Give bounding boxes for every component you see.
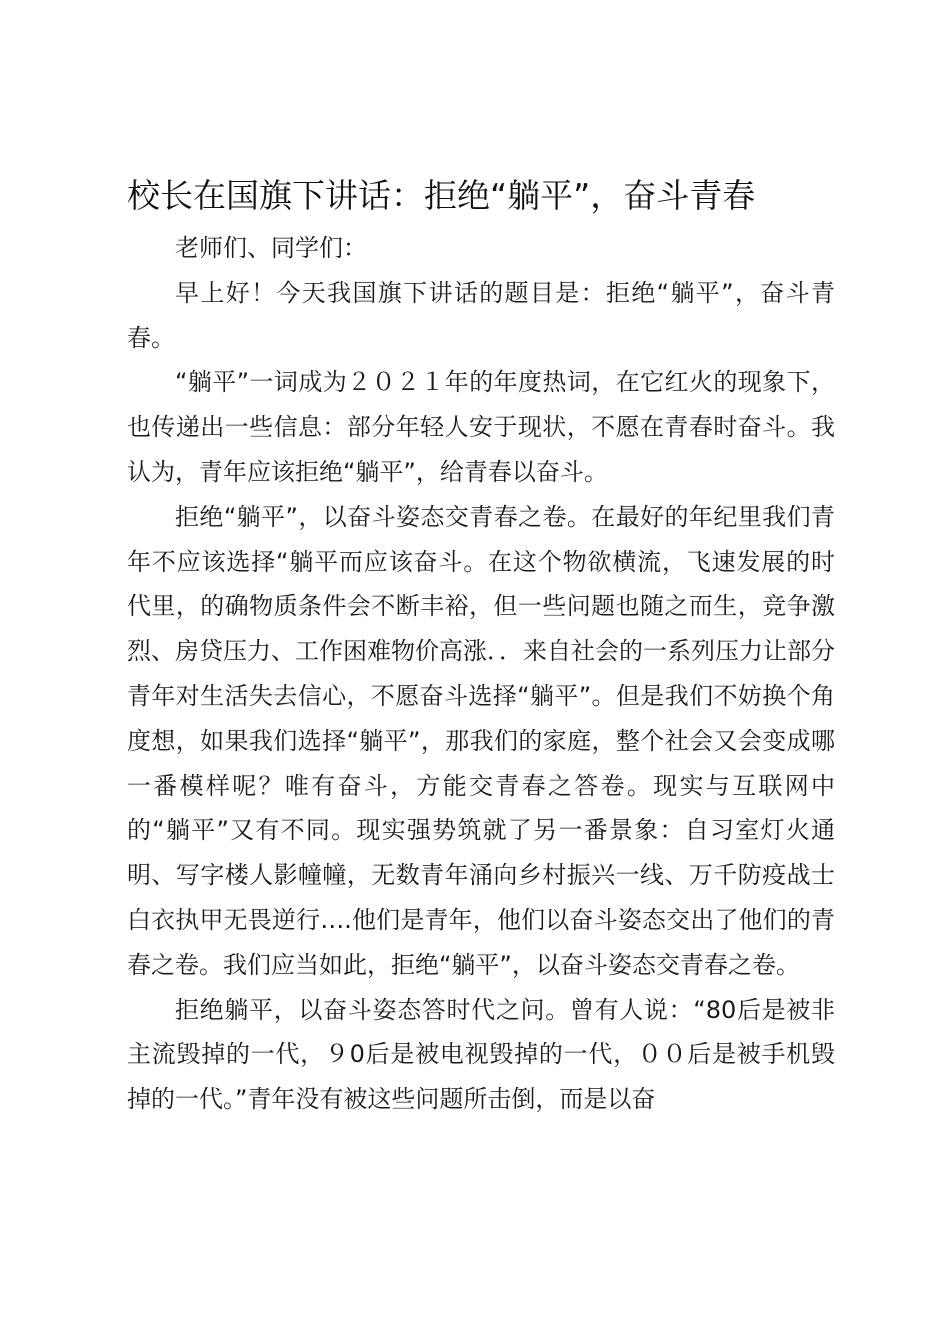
document-body (127, 226, 835, 1122)
document-title: 校长在国旗下讲话：拒绝“躺平”，奋斗青春 (127, 176, 756, 215)
body-paragraph: 拒绝躺平，以奋斗姿态答时代之问。曾有人说：“80后是被非主流毁掉的一代，９0后是被电视毁掉的一代，００后是被手机毁掉的一代。”青年没有被这些问题所击倒，而是以奋 (127, 995, 835, 1114)
body-paragraph: 拒绝“躺平”，以奋斗姿态交青春之卷。在最好的年纪里我们青年不应该选择“躺平而应该奋斗。在这个物欲横流，飞速发展的时代里，的确物质条件会不断丰裕，但一些问题也随之而生，竞争激烈、房贷压力、工作困难物价高涨．．来自社会的一系列压力让部分青年对生活失去信心，不愿奋斗选择“躺平”。但是我们不妨换个角度想，如果我们选择“躺平”，那我们的家庭，整个社会又会变成哪一番模样呢？唯有奋斗，方能交青春之答卷。现实与互联网中的“躺平”又有不同。现实强势筑就了另一番景象：自习室灯火通明、写字楼人影幢幢，无数青年涌向乡村振兴一线、万千防疫战士白衣执甲无畏逆行….他们是青年，他们以奋斗姿态交出了他们的青春之卷。我们应当如此，拒绝“躺平”，以奋斗姿态交青春之卷。 (127, 502, 835, 979)
opening-paragraph: 早上好！今天我国旗下讲话的题目是：拒绝“躺平”，奋斗青春。 (127, 278, 835, 352)
greeting-paragraph: 老师们、同学们： (175, 234, 367, 262)
body-paragraph: “躺平”一词成为２０２１年的年度热词，在它红火的现象下，也传递出一些信息：部分年轻人安于现状，不愿在青春时奋斗。我认为，青年应该拒绝“躺平”，给青春以奋斗。 (127, 368, 835, 486)
